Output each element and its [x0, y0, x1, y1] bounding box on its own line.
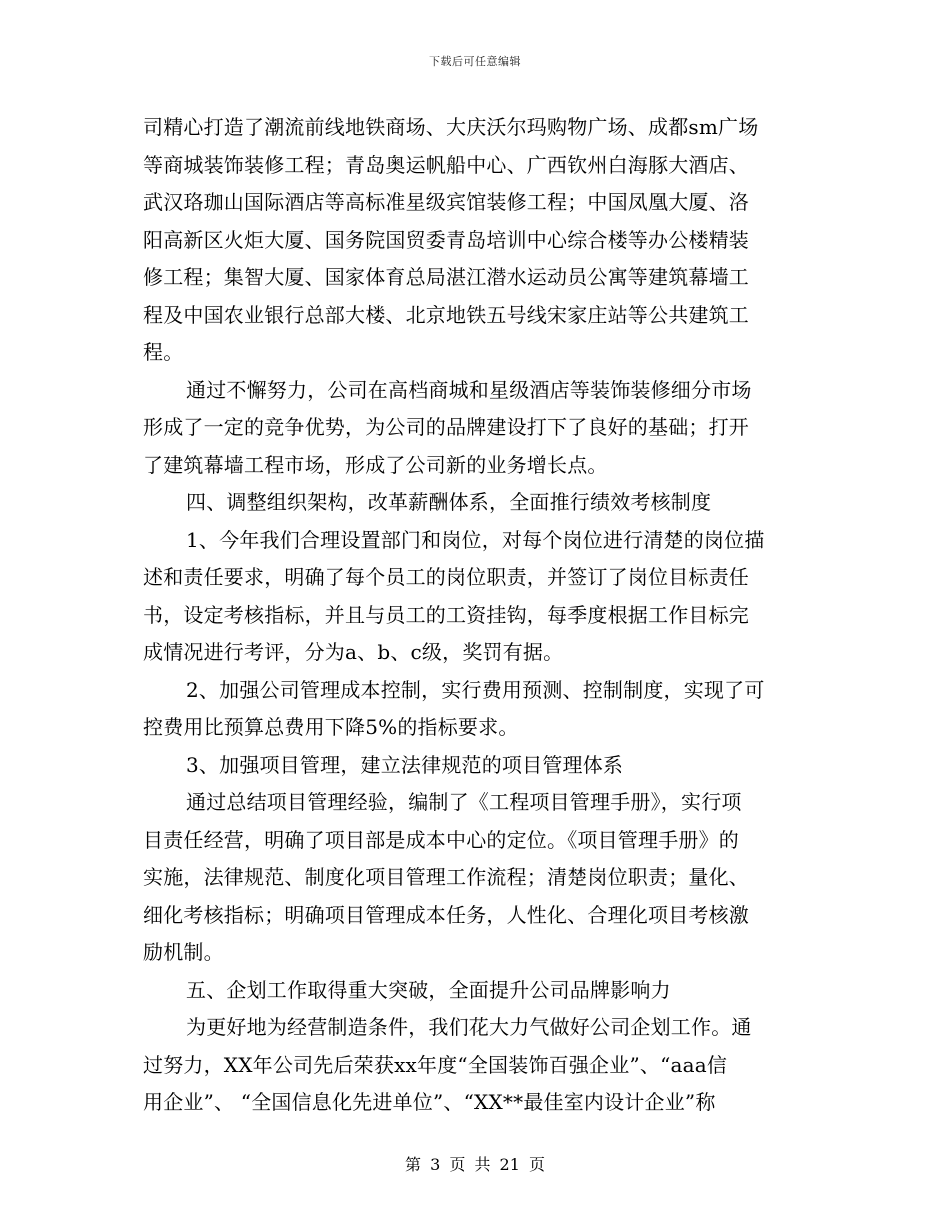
text-line: 过努力，XX年公司先后荣获xx年度“全国装饰百强企业”、“aaa信: [143, 1052, 728, 1077]
text-line: 了建筑幕墙工程市场，形成了公司新的业务增长点。: [143, 452, 608, 477]
text-line: 书，设定考核指标，并且与员工的工资挂钩，每季度根据工作目标完: [143, 602, 749, 627]
text-line: 用企业”、 “全国信息化先进单位”、“XX**最佳室内设计企业”称: [143, 1090, 716, 1114]
text-line: 2、加强公司管理成本控制，实行费用预测、控制制度，实现了可: [186, 677, 765, 702]
text-line: 3、加强项目管理，建立法律规范的项目管理体系: [186, 752, 624, 777]
document-body: [143, 109, 807, 1122]
text-line: 司精心打造了潮流前线地铁商场、大庆沃尔玛购物广场、成都sm广场: [143, 115, 759, 139]
text-line: 程。: [143, 340, 184, 364]
text-line: 细化考核指标；明确项目管理成本任务，人性化、合理化项目考核激: [143, 902, 749, 927]
text-line: 述和责任要求，明确了每个员工的岗位职责，并签订了岗位目标责任: [143, 565, 749, 589]
text-line: 四、调整组织架构，改革薪酬体系，全面推行绩效考核制度: [186, 490, 712, 514]
text-line: 形成了一定的竞争优势，为公司的品牌建设打下了良好的基础；打开: [143, 415, 749, 439]
text-line: 目责任经营，明确了项目部是成本中心的定位。《项目管理手册》的: [143, 827, 739, 852]
text-line: 程及中国农业银行总部大楼、北京地铁五号线宋家庄站等公共建筑工: [143, 302, 749, 327]
text-line: 修工程；集智大厦、国家体育总局湛江潜水运动员公寓等建筑幕墙工: [143, 265, 749, 289]
text-line: 五、企划工作取得重大突破，全面提升公司品牌影响力: [186, 977, 671, 1002]
text-line: 通过不懈努力，公司在高档商城和星级酒店等装饰装修细分市场: [186, 377, 752, 402]
text-line: 控费用比预算总费用下降5%的指标要求。: [143, 715, 519, 739]
text-line: 等商城装饰装修工程；青岛奥运帆船中心、广西钦州白海豚大酒店、: [143, 152, 749, 177]
text-line: 实施，法律规范、制度化项目管理工作流程；清楚岗位职责；量化、: [143, 865, 749, 889]
text-line: 为更好地为经营制造条件，我们花大力气做好公司企划工作。通: [186, 1015, 752, 1039]
text-line: 武汉珞珈山国际酒店等高标准星级宾馆装修工程；中国凤凰大厦、洛: [143, 190, 749, 214]
page-header: 下载后可任意编辑: [429, 55, 521, 68]
page-number: 第 3 页 共 21 页: [405, 1155, 545, 1174]
text-line: 1、今年我们合理设置部门和岗位，对每个岗位进行清楚的岗位描: [186, 527, 765, 552]
text-line: 成情况进行考评，分为a、b、c级，奖罚有据。: [143, 640, 564, 664]
text-line: 通过总结项目管理经验，编制了《工程项目管理手册》，实行项: [186, 790, 742, 814]
text-line: 励机制。: [143, 940, 224, 964]
text-line: 阳高新区火炬大厦、国务院国贸委青岛培训中心综合楼等办公楼精装: [143, 227, 749, 252]
